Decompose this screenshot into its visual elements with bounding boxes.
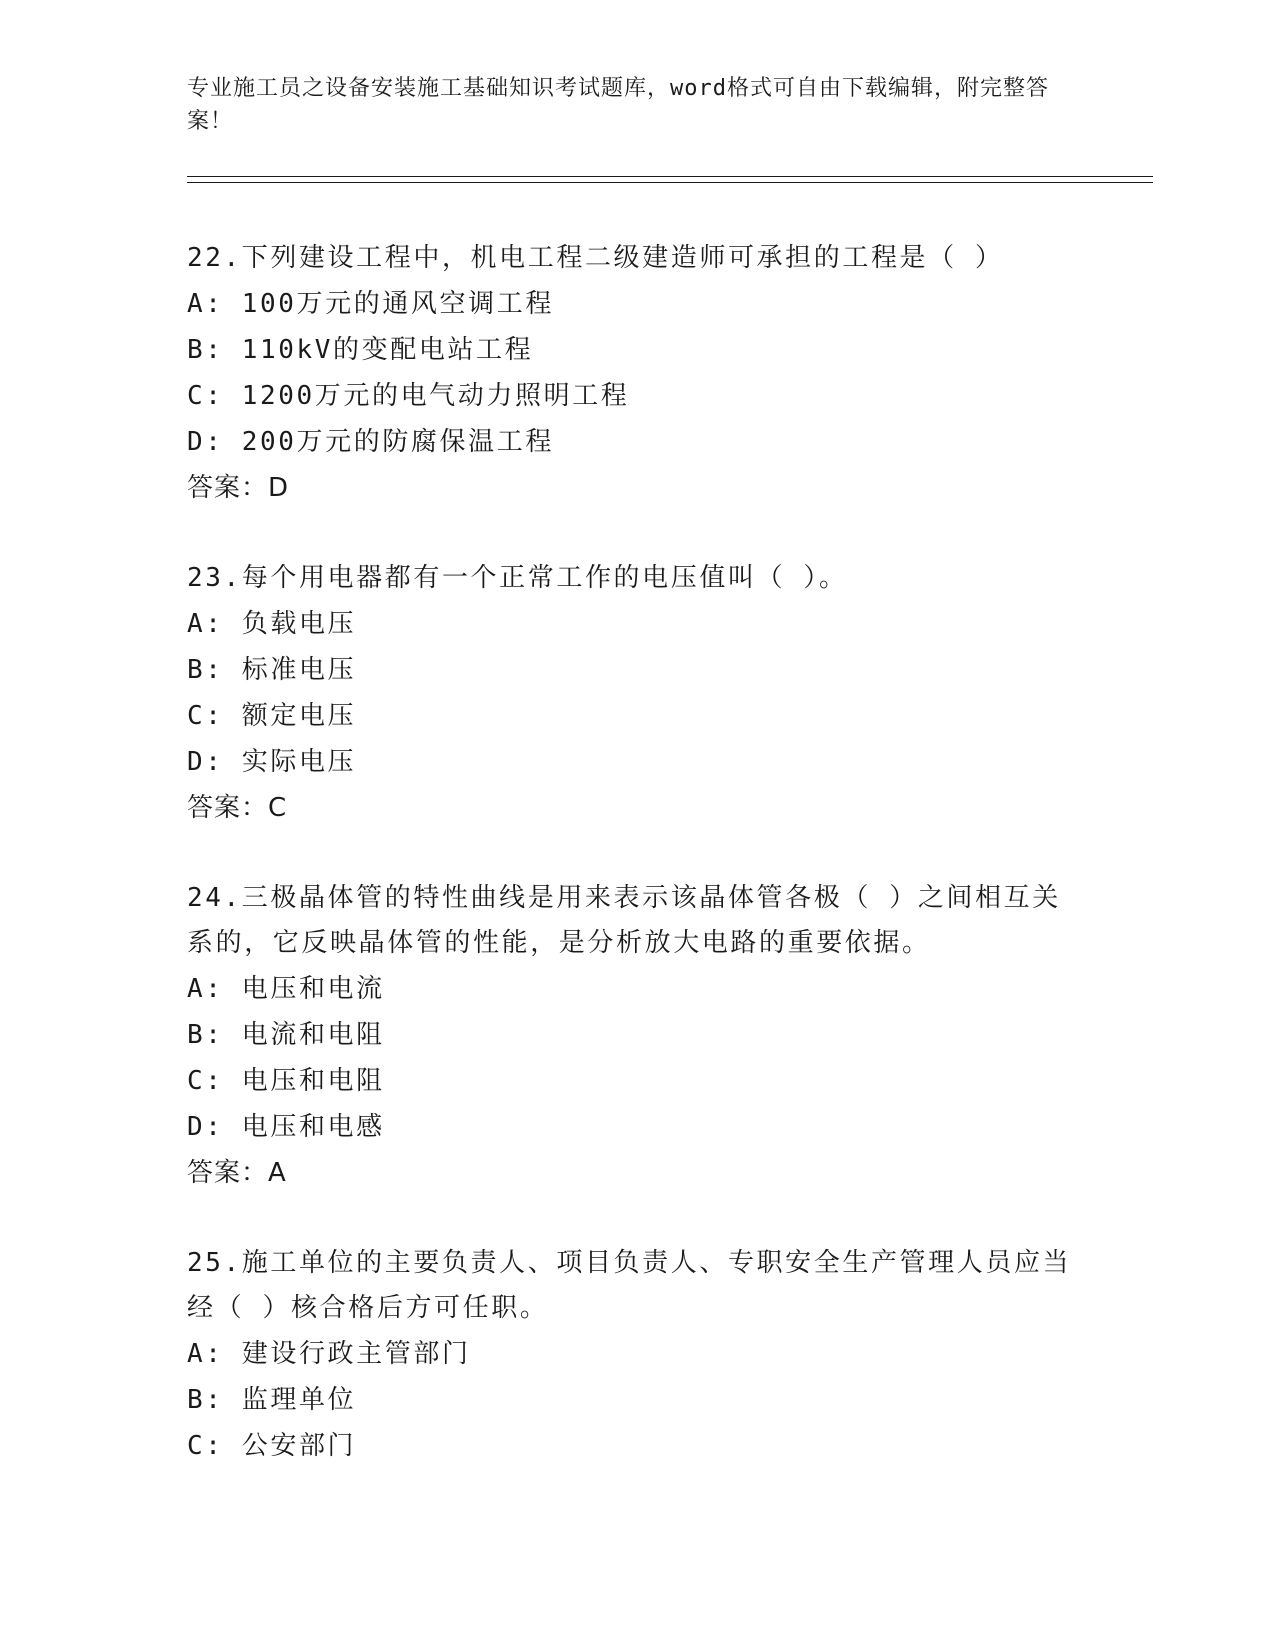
question-stem: 25.施工单位的主要负责人、项目负责人、专职安全生产管理人员应当经（ ）核合格后方可任职。: [187, 1248, 1072, 1323]
option-b: B: 电流和电阻: [187, 1020, 385, 1050]
option-b: B: 110kV的变配电站工程: [187, 335, 534, 365]
answer-line: 答案：A: [187, 1158, 287, 1188]
header-divider-top: [187, 176, 1153, 177]
option-d: D: 电压和电感: [187, 1112, 385, 1142]
question-stem: 22.下列建设工程中，机电工程二级建造师可承担的工程是（ ）: [187, 243, 1004, 273]
question-stem: 24.三极晶体管的特性曲线是用来表示该晶体管各极（ ）之间相互关系的，它反映晶体管的性能，是分析放大电路的重要依据。: [187, 883, 1061, 958]
answer-line: 答案：C: [187, 793, 288, 823]
option-a: A: 100万元的通风空调工程: [187, 289, 554, 319]
option-c: C: 1200万元的电气动力照明工程: [187, 381, 630, 411]
option-a: A: 电压和电流: [187, 974, 385, 1004]
question-list: [187, 236, 1087, 1514]
option-d: D: 200万元的防腐保温工程: [187, 427, 554, 457]
question-25: [187, 1241, 1087, 1469]
option-c: C: 电压和电阻: [187, 1066, 385, 1096]
question-23: [187, 556, 1087, 831]
question-24: [187, 876, 1087, 1196]
option-c: C: 公安部门: [187, 1431, 357, 1461]
question-22: [187, 236, 1087, 511]
answer-line: 答案：D: [187, 473, 290, 503]
option-a: A: 建设行政主管部门: [187, 1339, 471, 1369]
option-d: D: 实际电压: [187, 747, 357, 777]
question-stem: 23.每个用电器都有一个正常工作的电压值叫（ ）。: [187, 563, 848, 593]
option-a: A: 负载电压: [187, 609, 357, 639]
header-divider-bottom: [187, 182, 1153, 183]
option-b: B: 监理单位: [187, 1385, 357, 1415]
option-c: C: 额定电压: [187, 701, 357, 731]
document-header: 专业施工员之设备安装施工基础知识考试题库，word格式可自由下载编辑，附完整答案！: [187, 76, 1049, 134]
option-b: B: 标准电压: [187, 655, 357, 685]
